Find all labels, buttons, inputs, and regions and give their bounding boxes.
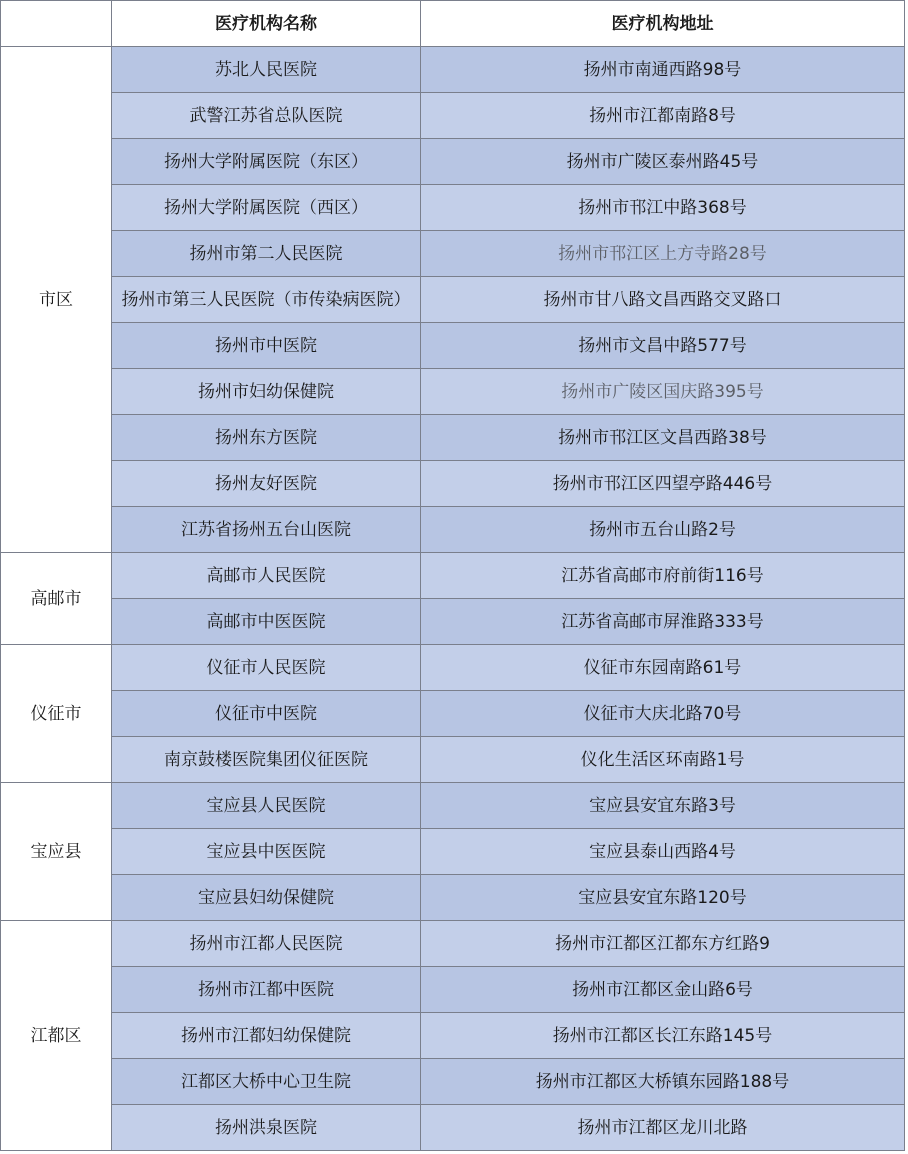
district-cell: 宝应县	[1, 783, 112, 921]
district-cell: 市区	[1, 47, 112, 553]
table-row	[1, 47, 905, 93]
hospital-name: 宝应县妇幼保健院	[112, 875, 421, 921]
hospital-address: 仪征市东园南路61号	[421, 645, 905, 691]
table-row	[1, 1059, 905, 1105]
hospital-address: 扬州市邗江区文昌西路38号	[421, 415, 905, 461]
hospital-name: 扬州东方医院	[112, 415, 421, 461]
hospital-address: 仪化生活区环南路1号	[421, 737, 905, 783]
hospital-address: 扬州市江都区龙川北路	[421, 1105, 905, 1151]
header-hospital-address: 医疗机构地址	[421, 1, 905, 47]
table-row	[1, 783, 905, 829]
hospital-address: 扬州市江都区金山路6号	[421, 967, 905, 1013]
hospital-name: 仪征市中医院	[112, 691, 421, 737]
table-row	[1, 921, 905, 967]
hospital-name: 武警江苏省总队医院	[112, 93, 421, 139]
hospital-name: 扬州市江都中医院	[112, 967, 421, 1013]
hospital-address: 江苏省高邮市府前街116号	[421, 553, 905, 599]
hospital-name: 苏北人民医院	[112, 47, 421, 93]
hospital-address: 宝应县安宜东路120号	[421, 875, 905, 921]
hospital-address: 扬州市江都区大桥镇东园路188号	[421, 1059, 905, 1105]
district-cell: 江都区	[1, 921, 112, 1151]
hospital-address: 扬州市广陵区国庆路395号	[421, 369, 905, 415]
hospital-name: 扬州市妇幼保健院	[112, 369, 421, 415]
hospital-address: 扬州市江都区江都东方红路9	[421, 921, 905, 967]
table-row	[1, 737, 905, 783]
hospital-address: 扬州市邗江区四望亭路446号	[421, 461, 905, 507]
hospital-address: 扬州市江都区长江东路145号	[421, 1013, 905, 1059]
table-row	[1, 369, 905, 415]
hospital-address: 宝应县安宜东路3号	[421, 783, 905, 829]
table-row	[1, 185, 905, 231]
hospital-address: 扬州市文昌中路577号	[421, 323, 905, 369]
hospital-name: 扬州市第二人民医院	[112, 231, 421, 277]
hospital-name: 扬州大学附属医院（西区）	[112, 185, 421, 231]
table-row	[1, 1105, 905, 1151]
table-row	[1, 461, 905, 507]
hospital-name: 江苏省扬州五台山医院	[112, 507, 421, 553]
table-row	[1, 691, 905, 737]
table-row	[1, 1013, 905, 1059]
hospital-address: 仪征市大庆北路70号	[421, 691, 905, 737]
hospital-name: 扬州市江都妇幼保健院	[112, 1013, 421, 1059]
hospital-address: 扬州市邗江中路368号	[421, 185, 905, 231]
hospital-name: 扬州市中医院	[112, 323, 421, 369]
table-row	[1, 415, 905, 461]
hospital-name: 扬州洪泉医院	[112, 1105, 421, 1151]
table-header-row	[1, 1, 905, 47]
hospital-name: 高邮市人民医院	[112, 553, 421, 599]
header-hospital-name: 医疗机构名称	[112, 1, 421, 47]
table-row	[1, 507, 905, 553]
hospital-address: 扬州市江都南路8号	[421, 93, 905, 139]
hospital-name: 扬州市第三人民医院（市传染病医院）	[112, 277, 421, 323]
table-row	[1, 553, 905, 599]
table-row	[1, 599, 905, 645]
table-row	[1, 277, 905, 323]
hospital-address: 扬州市甘八路文昌西路交叉路口	[421, 277, 905, 323]
table-row	[1, 139, 905, 185]
hospital-name: 江都区大桥中心卫生院	[112, 1059, 421, 1105]
hospital-address: 宝应县泰山西路4号	[421, 829, 905, 875]
hospital-name: 扬州市江都人民医院	[112, 921, 421, 967]
table-row	[1, 231, 905, 277]
table-row	[1, 323, 905, 369]
header-district	[1, 1, 112, 47]
table-row	[1, 93, 905, 139]
table-row	[1, 967, 905, 1013]
table-row	[1, 875, 905, 921]
hospital-name: 高邮市中医医院	[112, 599, 421, 645]
district-cell: 仪征市	[1, 645, 112, 783]
hospital-name: 扬州大学附属医院（东区）	[112, 139, 421, 185]
district-cell: 高邮市	[1, 553, 112, 645]
hospital-name: 扬州友好医院	[112, 461, 421, 507]
hospital-name: 宝应县中医医院	[112, 829, 421, 875]
table-row	[1, 829, 905, 875]
hospital-address: 扬州市五台山路2号	[421, 507, 905, 553]
hospital-name: 南京鼓楼医院集团仪征医院	[112, 737, 421, 783]
table-row	[1, 645, 905, 691]
hospital-address: 扬州市广陵区泰州路45号	[421, 139, 905, 185]
hospital-address: 扬州市邗江区上方寺路28号	[421, 231, 905, 277]
hospital-address: 扬州市南通西路98号	[421, 47, 905, 93]
hospital-address: 江苏省高邮市屏淮路333号	[421, 599, 905, 645]
hospital-name: 仪征市人民医院	[112, 645, 421, 691]
hospital-name: 宝应县人民医院	[112, 783, 421, 829]
